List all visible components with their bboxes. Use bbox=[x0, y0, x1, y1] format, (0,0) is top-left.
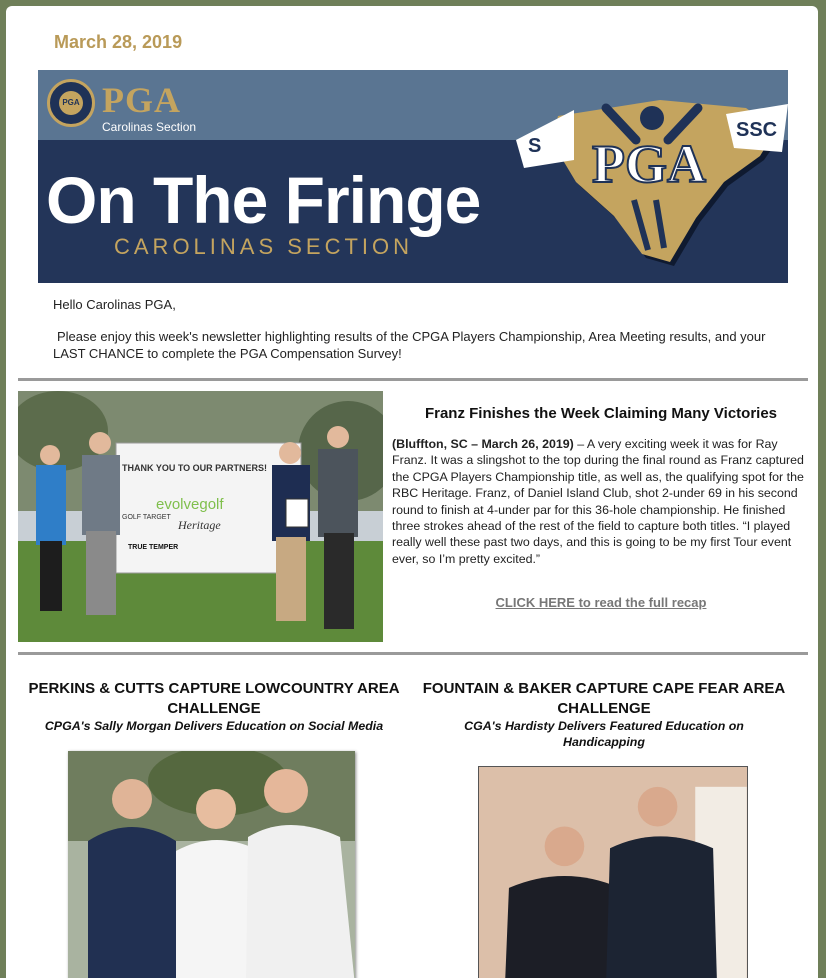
person-woman-blue bbox=[36, 445, 66, 611]
map-ribbon bbox=[516, 110, 574, 168]
golf-ball-icon bbox=[640, 106, 664, 130]
intro-paragraph: Please enjoy this week's newsletter highlighting results of the CPGA Players Championship, Area Meeting results, and your LAST CHANCE to complete the PGA Compensation Survey! bbox=[53, 329, 766, 361]
trophy-plaque bbox=[286, 499, 308, 527]
person-man-grey bbox=[82, 432, 120, 615]
feature-dateline: (Bluffton, SC – March 26, 2019) bbox=[392, 437, 574, 451]
newsletter-banner bbox=[38, 70, 788, 283]
greeting: Hello Carolinas PGA, bbox=[53, 297, 176, 312]
sign-logo-heritage: Heritage bbox=[178, 518, 221, 532]
sign-logo-evolve: evolvegolf bbox=[156, 496, 224, 513]
intro-text bbox=[53, 296, 773, 362]
pga-seal-logo bbox=[47, 79, 95, 127]
person-man-grey-right bbox=[318, 426, 358, 629]
newsletter-title: On The Fringe bbox=[46, 163, 481, 237]
section-divider-2 bbox=[18, 652, 808, 655]
seal-center: PGA bbox=[59, 91, 83, 115]
capefear-winners-photo[interactable] bbox=[478, 766, 748, 978]
newsletter-card bbox=[6, 6, 818, 978]
sign-title: THANK YOU TO OUR PARTNERS! bbox=[122, 463, 268, 473]
feature-body-text: – A very exciting week it was for Ray Franz. It was a slingshot to the top during the final round as Franz captured the CPGA Players Championship title, as well as, the qualifying spot for the RBC Heritage. Franz, of Daniel Island Club, shot 2-under 69 in his second round to finish at 4-under par for this 36-hole championship. He finished three strokes ahead of the rest of the field to capture both titles. “I played really well these past two days, and this is going to be my first Tour event ever, so I’m pretty excited.” bbox=[392, 437, 804, 566]
lowcountry-subheadline: CPGA's Sally Morgan Delivers Education on Social Media bbox=[44, 719, 384, 733]
section-name: Carolinas Section bbox=[102, 120, 197, 134]
lowcountry-headline: PERKINS & CUTTS CAPTURE LOWCOUNTRY AREA CHALLENGE bbox=[28, 680, 400, 717]
ribbon-letters-right: SSC bbox=[736, 119, 778, 141]
sign-logo-golftarget: GOLF TARGET bbox=[122, 514, 171, 521]
map-pga-word: PGA bbox=[592, 134, 706, 194]
person-franz-navy bbox=[272, 442, 310, 621]
pga-wordmark: PGA bbox=[102, 80, 181, 120]
section-divider bbox=[18, 378, 808, 381]
newsletter-subtitle: CAROLINAS SECTION bbox=[114, 234, 414, 259]
franz-trophy-photo[interactable] bbox=[18, 391, 383, 642]
south-carolina-map-logo bbox=[514, 90, 788, 270]
read-full-recap-link[interactable]: CLICK HERE to read the full recap bbox=[495, 595, 707, 610]
lowcountry-winners-photo[interactable] bbox=[68, 751, 355, 978]
ribbon-letter-left: S bbox=[528, 135, 542, 157]
feature-headline: Franz Finishes the Week Claiming Many Victories bbox=[424, 405, 778, 422]
feature-paragraph bbox=[392, 436, 810, 567]
sign-logo-truetemper: TRUE TEMPER bbox=[128, 544, 179, 551]
capefear-subheadline: CGA's Hardisty Delivers Featured Education on Handicapping bbox=[464, 719, 744, 749]
capefear-headline: FOUNTAIN & BAKER CAPTURE CAPE FEAR AREA CHALLENGE bbox=[422, 680, 786, 717]
issue-date: March 28, 2019 bbox=[54, 32, 183, 52]
